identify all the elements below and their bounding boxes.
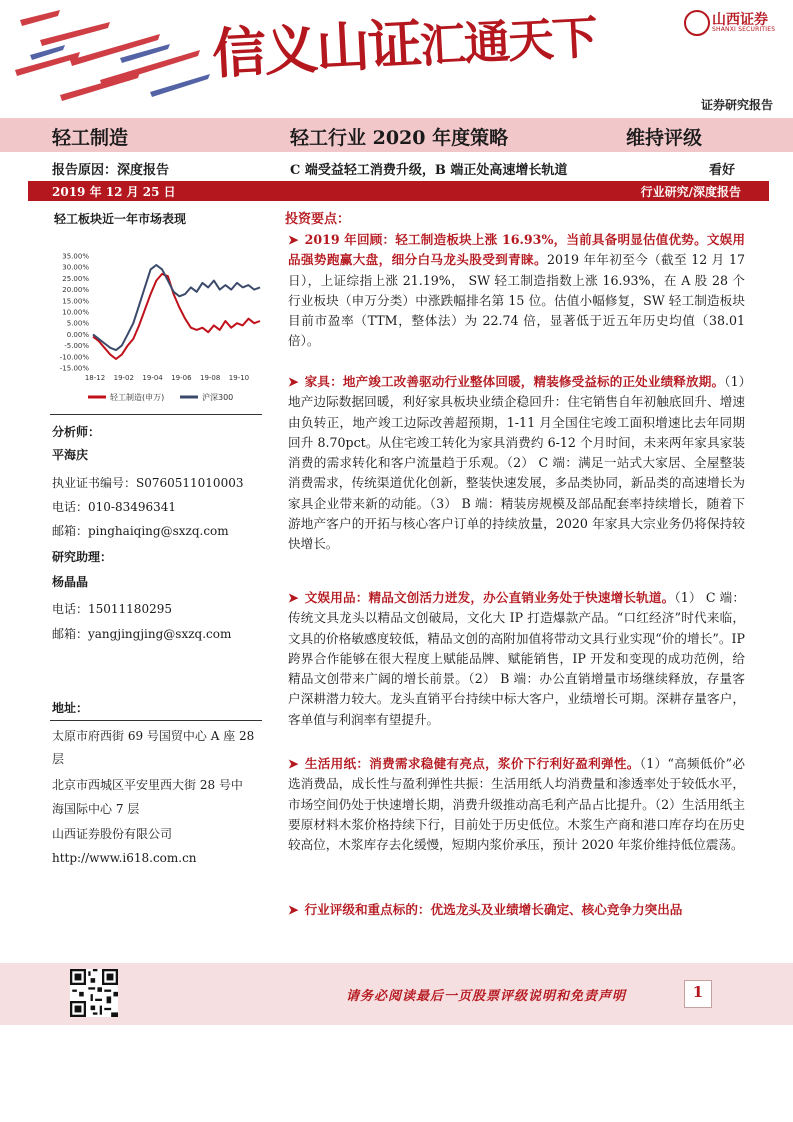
legend-label: 沪深300 xyxy=(202,393,234,402)
y-tick-label: 10.00% xyxy=(62,308,89,317)
outlook: 看好 xyxy=(709,163,736,178)
x-tick-label: 19-10 xyxy=(228,374,250,382)
assistant-email[interactable]: 邮箱：yangjingjing@sxzq.com xyxy=(52,627,232,641)
divider xyxy=(50,720,262,721)
rating: 维持评级 xyxy=(626,127,703,149)
slogan: 信义山证汇通天下 xyxy=(210,9,598,86)
point-rating: ➤ 行业评级和重点标的：优选龙头及业绩增长确定、核心竞争力突出品 xyxy=(288,902,683,917)
point-paper: ➤ 生活用纸：消费需求稳健有亮点，浆价下行利好盈利弹性。（1）“高频低价”必选消费品，成长性与盈利弹性共振：生活用纸人均消费量和渗透率处于较低水平，市场空间仍处于快速增长期，消费升级推动高毛利产品占比提升。（2）生活用纸主要原材料木浆价格持续下行，目前处于历史低位。木浆生产商和港口库存均在历史较高位，木浆库存去化缓慢，短期内浆价承压，预计 2020 年浆价维持低位震荡。 xyxy=(288,756,745,853)
address-line: 北京市西城区平安里西大街 28 号中 xyxy=(52,778,243,792)
company-name: 山西证券股份有限公司 xyxy=(52,827,173,841)
y-tick-label: -5.00% xyxy=(64,342,89,351)
y-tick-label: -15.00% xyxy=(59,364,89,373)
y-tick-label: -10.00% xyxy=(59,353,89,362)
website-link[interactable]: http://www.i618.com.cn xyxy=(52,851,197,865)
y-tick-label: 35.00% xyxy=(62,252,89,261)
report-type: 证券研究报告 xyxy=(700,98,773,112)
analyst-email[interactable]: 邮箱：pinghaiqing@sxzq.com xyxy=(52,524,229,538)
arrow-icon: ➤ xyxy=(288,902,299,917)
qr-code-icon xyxy=(70,969,118,1017)
logo-mark-icon xyxy=(684,10,710,36)
point-stationery: ➤ 文娱用品：精品文创活力迸发，办公直销业务处于快速增长轨道。（1） C 端：传统文具龙头以精品文创破局，文化大 IP 打造爆款产品。“口红经济”时代来临，文具的价格敏感度较低，精品文创的高附加值将带动文具行业实现“价的增长”。IP 跨界合作能够在很大程度上赋能品牌、赋能销售，IP 开发和变现的成功范例，给精品文创带来广阔的增长前景。（2） B 端：办公直销增量市场继续释放，存量客户深耕潜力较大。龙头直销平台持续中标大客户，业绩增长可期。深耕存量客户，客单值与利润率有望提升。 xyxy=(288,590,746,727)
arrow-icon: ➤ xyxy=(288,232,299,247)
point-review: ➤ 2019 年回顾：轻工制造板块上涨 16.93%，当前具备明显估值优势。文娱用品强势跑赢大盘，细分白马龙头股受到青睐。2019 年年初至今（截至 12 月 17 日），上证综指上涨 21.19%， SW 轻工制造指数上涨 16.93%，在 A 股 28 个行业板块（申万分类）中涨跌幅排名第 15 位。估值小幅修复，SW 轻工制造板块目前市盈率（TTM，整体法）为 22.74 倍，显著低于近五年历史均值（38.01 倍）。 xyxy=(288,232,746,349)
logo-english: SHANXI SECURITIES xyxy=(712,26,776,33)
assistant-name: 杨晶晶 xyxy=(52,575,89,589)
disclaimer-note: 请务必阅读最后一页股票评级说明和免责声明 xyxy=(346,989,627,1004)
x-tick-label: 19-02 xyxy=(113,374,134,382)
divider xyxy=(50,414,262,415)
x-tick-label: 19-06 xyxy=(171,374,192,382)
company-logo xyxy=(684,10,784,36)
point-furniture: ➤ 家具：地产竣工改善驱动行业整体回暖，精装修受益标的正处业绩释放期。（1）地产边际数据回暖，利好家具板块业绩企稳回升：住宅销售自年初触底回升、增速由负转正，地产竣工边际改善超预期，1-11 月全国住宅竣工面积增速比去年同期回升 8.70pct。从住宅竣工转化为家具消费约 6-12 个月时间，未来两年家具家装消费的需求转化和客户流量趋于乐观。（2） C 端：满足一站式大家居、全屋整装消费需求，传统渠道优化创新，整装快速发展，多品类协同，新品类的高速增长为家具企业带来新的动能。（3） B 端：精装房规模及部品配套率持续增长，随着下游地产客户的开拓与核心客户订单的持续放量，2020 年家具大宗业务仍将保持较快增长。 xyxy=(288,374,745,552)
report-reason: 报告原因：深度报告 xyxy=(52,163,170,178)
x-tick-label: 18-12 xyxy=(84,374,106,382)
report-title: 轻工行业 2020 年度策略 xyxy=(290,127,509,149)
analyst-label: 分析师： xyxy=(52,425,101,439)
y-tick-label: 15.00% xyxy=(62,297,89,306)
assistant-label: 研究助理： xyxy=(52,550,113,564)
address-line: 太原市府西街 69 号国贸中心 A 座 28 xyxy=(52,729,255,743)
arrow-icon: ➤ xyxy=(288,374,299,389)
address-line: 层 xyxy=(52,752,65,766)
key-points-heading: 投资要点： xyxy=(285,212,351,227)
market-performance-chart xyxy=(48,250,268,410)
analyst-name: 平海庆 xyxy=(52,448,89,462)
arrow-icon: ➤ xyxy=(288,590,299,605)
address-label: 地址： xyxy=(52,701,89,715)
industry-name: 轻工制造 xyxy=(52,127,129,149)
page-number: 1 xyxy=(692,983,704,1001)
x-tick-label: 19-04 xyxy=(142,374,163,382)
x-tick-label: 19-08 xyxy=(200,374,221,382)
legend-label: 轻工制造(申万) xyxy=(110,393,165,402)
assistant-phone: 电话：15011180295 xyxy=(52,602,172,616)
analyst-cert: 执业证书编号：S0760511010003 xyxy=(52,476,244,490)
y-tick-label: 20.00% xyxy=(62,286,89,295)
arrow-icon: ➤ xyxy=(288,756,299,771)
report-date: 2019 年 12 月 25 日 xyxy=(52,185,176,199)
header-banner xyxy=(0,0,793,118)
report-subtitle: C 端受益轻工消费升级，B 端正处高速增长轨道 xyxy=(290,163,568,178)
report-category: 行业研究/深度报告 xyxy=(640,185,741,199)
chart-title: 轻工板块近一年市场表现 xyxy=(54,212,187,226)
analyst-phone: 电话：010-83496341 xyxy=(52,500,177,514)
y-tick-label: 0.00% xyxy=(66,330,89,339)
y-tick-label: 25.00% xyxy=(62,274,89,283)
y-tick-label: 5.00% xyxy=(66,319,89,328)
logo-text: 山西证券 xyxy=(712,12,768,28)
series-line-2 xyxy=(93,265,260,350)
address-line: 海国际中心 7 层 xyxy=(52,802,140,816)
y-tick-label: 30.00% xyxy=(62,263,89,272)
